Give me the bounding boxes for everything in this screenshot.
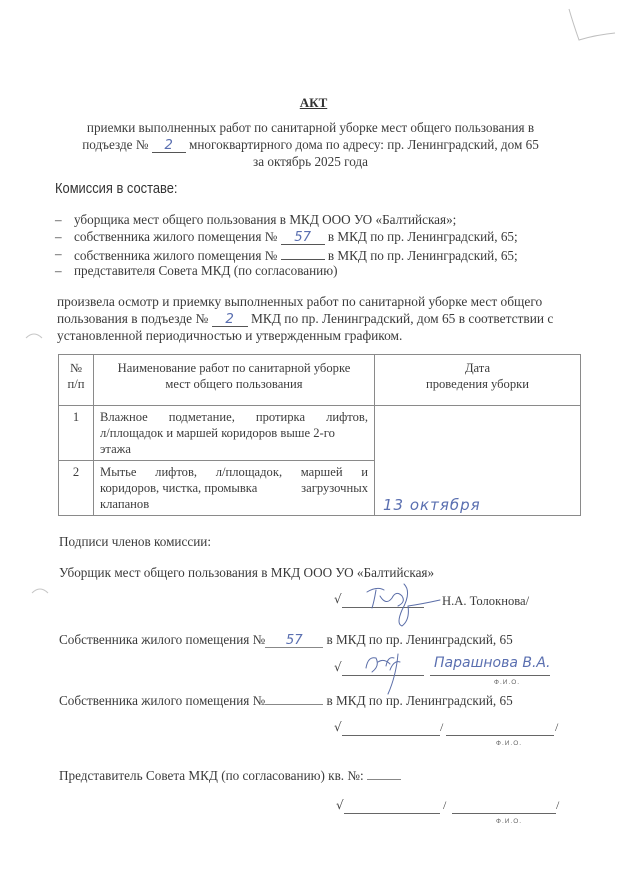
row-number: 1 [59, 406, 94, 461]
description-line [100, 425, 368, 441]
description-line [100, 496, 368, 512]
scan-mark-top-right [565, 5, 621, 45]
row-description [94, 461, 375, 516]
owner-1-signature-icon [360, 648, 424, 696]
member-item-council [55, 263, 338, 279]
description-word: этажа [100, 442, 131, 456]
subtitle-line-1: приемки выполненных работ по санитарной уборке мест общего пользования в [86, 120, 535, 135]
list-dash: – [55, 212, 62, 227]
description-word: лифтов, [155, 465, 198, 479]
header-work-name [94, 355, 375, 406]
sqrt-mark: √ [336, 798, 344, 812]
owner-2-apartment-field[interactable] [281, 246, 325, 260]
council-apartment-field[interactable] [367, 766, 401, 780]
council-name-line[interactable] [452, 813, 556, 814]
member-text: представителя Совета МКД (по согласованию) [74, 263, 338, 278]
member-text: уборщика мест общего пользования в МКД ООО УО «Балтийская»; [74, 212, 457, 227]
paragraph-address: МКД по пр. Ленинградский, дом 65 в соответствии с [250, 311, 554, 326]
description-word: подметание, [168, 410, 235, 424]
member-suffix: в МКД по пр. Ленинградский, 65; [327, 229, 518, 244]
owner-1-signature-label [59, 632, 513, 648]
paragraph-entrance-field[interactable]: 2 [212, 313, 248, 327]
cleaner-label: Уборщик мест общего пользования в МКД ООО УО «Балтийская» [59, 565, 435, 580]
owner-2-signature-apartment-field[interactable] [265, 691, 323, 705]
slash-separator: / [555, 720, 559, 734]
header-date-line-2: проведения уборки [425, 377, 530, 391]
description-line [100, 441, 368, 457]
header-date [375, 355, 581, 406]
header-num-line-2: п/п [67, 377, 85, 391]
owner-2-signature-label [59, 691, 513, 709]
member-item-cleaner [55, 212, 457, 228]
date-cell[interactable] [375, 406, 581, 516]
council-signature-label [59, 766, 401, 784]
owner-1-name: Парашнова В.А. [434, 655, 551, 671]
commission-heading: Комиссия в составе: [55, 180, 178, 197]
owner-2-signature-line[interactable] [342, 735, 440, 736]
list-dash: – [55, 246, 62, 261]
owner-2-prefix: Собственника жилого помещения № [59, 693, 266, 708]
description-word: л/площадок, [215, 465, 283, 479]
scan-mark-left-2 [30, 585, 50, 595]
description-word: Влажное [100, 410, 148, 424]
subtitle-address: многоквартирного дома по адресу: пр. Ленинградский, дом 65 [189, 137, 539, 152]
cleaner-name: Н.А. Толокнова/ [442, 594, 530, 608]
owner-1-prefix: Собственника жилого помещения № [59, 632, 266, 647]
slash-separator: / [556, 798, 560, 812]
description-word: и [361, 465, 368, 479]
owner-1-name-line[interactable] [430, 675, 550, 676]
description-word: маршей [300, 465, 343, 479]
description-line [100, 464, 368, 480]
council-label: Представитель Совета МКД (по согласованию) кв. №: [59, 768, 364, 783]
member-item-owner-2 [55, 246, 518, 264]
description-word: клапанов [100, 497, 150, 511]
table-header-row [59, 355, 581, 406]
row-number: 2 [59, 461, 94, 516]
owner-1-apartment-field[interactable]: 57 [281, 231, 325, 245]
entrance-number-field[interactable]: 2 [152, 139, 186, 153]
sqrt-mark: √ [334, 720, 342, 734]
member-prefix: собственника жилого помещения № [74, 248, 278, 263]
owner-2-suffix: в МКД по пр. Ленинградский, 65 [326, 693, 513, 708]
description-word: лифтов, [326, 410, 368, 424]
member-suffix: в МКД по пр. Ленинградский, 65; [327, 248, 518, 263]
paragraph-line-1: произвела осмотр и приемку выполненных работ по санитарной уборке мест общего [57, 294, 543, 309]
member-prefix: собственника жилого помещения № [74, 229, 278, 244]
owner-2-name-line[interactable] [446, 735, 554, 736]
subtitle-line-2 [0, 137, 621, 153]
sqrt-mark: √ [334, 592, 342, 606]
member-item-owner-1 [55, 229, 518, 245]
header-num [59, 355, 94, 406]
header-name-line-1: Наименование работ по санитарной уборке [117, 361, 351, 375]
description-word: загрузочных [301, 481, 368, 495]
list-dash: – [55, 229, 62, 244]
fio-caption: Ф.И.О. [496, 740, 523, 747]
owner-1-suffix: в МКД по пр. Ленинградский, 65 [326, 632, 513, 647]
paragraph-line-3: установленной периодичностью и утвержденным графиком. [57, 328, 403, 343]
subtitle-entrance-label: подъезде № [82, 137, 149, 152]
cleaning-date-value: 13 октября [383, 496, 481, 514]
cleaner-signature-icon [362, 580, 442, 630]
fio-caption: Ф.И.О. [494, 679, 521, 686]
paragraph-entrance-label: пользования в подъезде № [57, 311, 209, 326]
owner-1-signature-apartment-field[interactable]: 57 [265, 634, 323, 648]
list-dash: – [55, 263, 62, 278]
signatures-heading: Подписи членов комиссии: [59, 534, 211, 549]
sqrt-mark: √ [334, 660, 342, 674]
works-table [58, 354, 581, 516]
header-num-line-1: № [69, 361, 83, 375]
fio-caption: Ф.И.О. [496, 818, 523, 825]
header-date-line-1: Дата [464, 361, 491, 375]
row-description [94, 406, 375, 461]
scan-mark-left-1 [24, 330, 44, 340]
slash-separator: / [443, 798, 447, 812]
document-title: АКТ [299, 95, 328, 110]
description-word: коридоров, чистка, промывка [100, 481, 258, 495]
table-row [59, 406, 581, 461]
header-name-line-2: мест общего пользования [165, 377, 303, 391]
description-line [100, 409, 368, 425]
slash-separator: / [440, 720, 444, 734]
paragraph-line-2 [57, 311, 553, 327]
description-word: Мытье [100, 465, 137, 479]
subtitle-period: за октябрь 2025 года [253, 154, 368, 169]
description-word: л/площадок и маршей коридоров выше 2-го [100, 426, 335, 440]
description-line [100, 480, 368, 496]
council-signature-line[interactable] [344, 813, 440, 814]
description-word: протирка [255, 410, 306, 424]
